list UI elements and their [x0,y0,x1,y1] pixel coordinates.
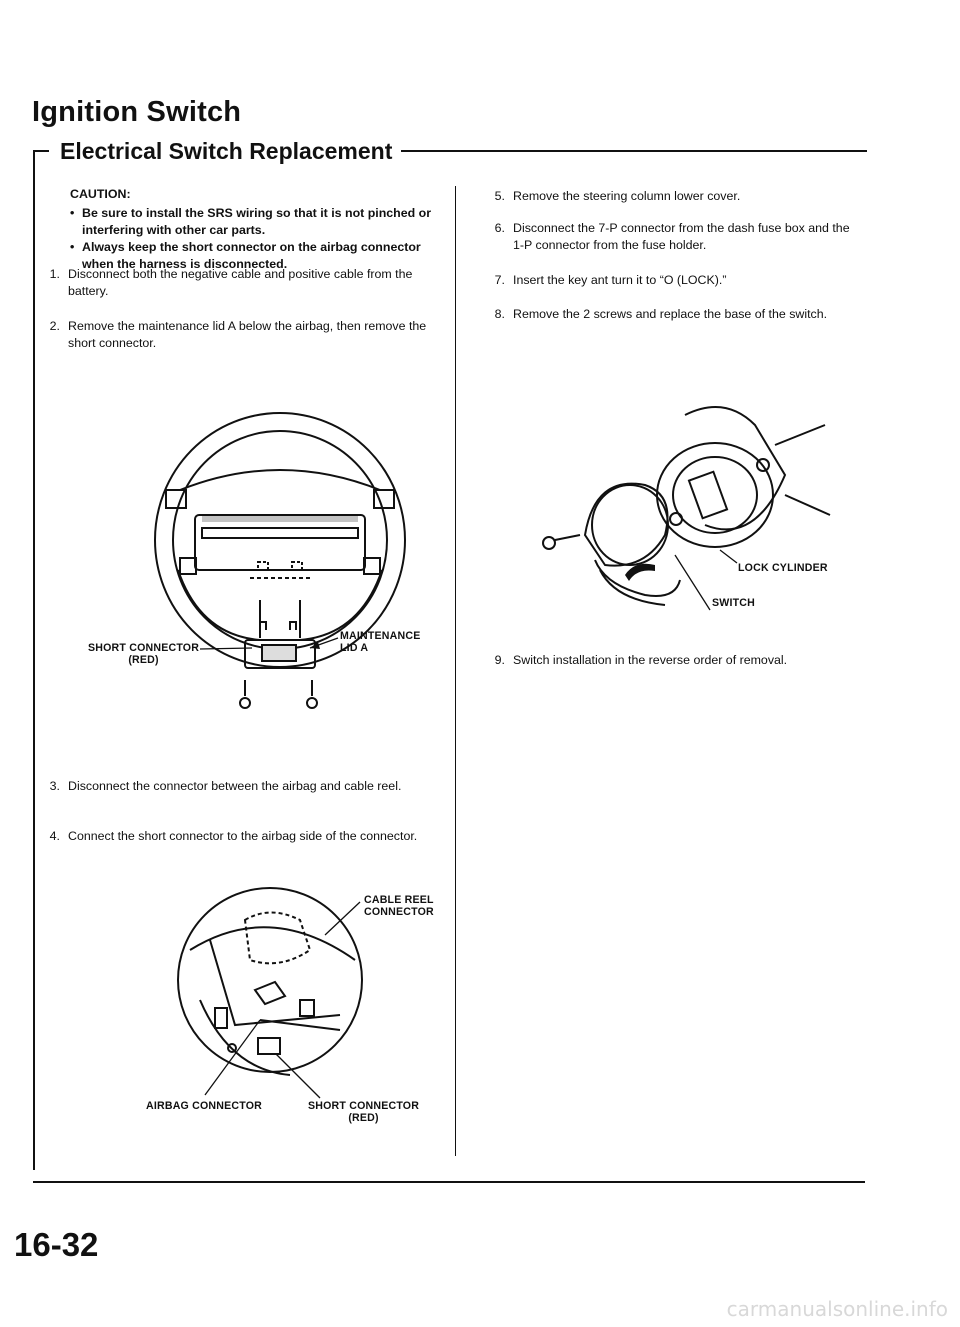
section-title: Electrical Switch Replacement [60,138,393,164]
step-number: 4. [49,829,60,843]
step-text: Remove the maintenance lid A below the airbag, then remove the short connector. [68,319,427,350]
switch-label: SWITCH [712,597,755,609]
step-number: 1. [49,267,60,281]
bottom-rule [33,1181,865,1183]
step-number: 2. [49,319,60,333]
step-text: Connect the short connector to the airbag side of the connector. [68,829,418,843]
cable-reel-connector-label: CABLE REEL CONNECTOR [364,894,434,918]
step-text: Remove the steering column lower cover. [513,189,741,203]
step-number: 5. [494,189,505,203]
page-title: Ignition Switch [32,96,242,128]
step-6 [494,220,863,254]
step-3 [49,778,448,795]
caution-block [70,186,450,273]
caution-title: CAUTION: [70,187,131,201]
step-9 [494,652,863,669]
step-4 [49,828,448,845]
caution-item: • Be sure to install the SRS wiring so that it is not pinched or interfering with other car parts. [70,205,450,239]
step-text: Switch installation in the reverse order of removal. [513,653,788,667]
step-number: 8. [494,307,505,321]
left-frame-line [33,150,35,1170]
caution-item: • Always keep the short connector on the airbag connector when the harness is disconnected. [70,239,450,273]
lock-cylinder-label: LOCK CYLINDER [738,562,828,574]
step-number: 6. [494,221,505,235]
ignition-switch-diagram [525,385,845,635]
watermark-text: carmanualsonline.info [726,1297,948,1321]
maintenance-lid-label: MAINTENANCE LID A [340,630,421,654]
section-bracket-top [33,150,49,152]
step-number: 9. [494,653,505,667]
step-number: 3. [49,779,60,793]
step-7 [494,272,863,289]
step-5 [494,188,863,205]
step-text: Insert the key ant turn it to “O (LOCK).” [513,273,727,287]
airbag-connector-label: AIRBAG CONNECTOR [146,1100,263,1112]
short-connector-label: SHORT CONNECTOR (RED) [88,642,200,666]
step-number: 7. [494,273,505,287]
step-2 [49,318,448,352]
section-rule [401,150,867,152]
step-1 [49,266,448,300]
step-text: Disconnect both the negative cable and positive cable from the battery. [68,267,413,298]
short-connector-label-2: SHORT CONNECTOR (RED) [308,1100,420,1124]
step-text: Disconnect the connector between the airbag and cable reel. [68,779,402,793]
step-text: Disconnect the 7-P connector from the dash fuse box and the 1-P connector from the fuse holder. [513,221,850,252]
page-number: 16-32 [14,1226,99,1263]
step-8 [494,306,863,323]
airbag-connector-diagram [170,880,370,1080]
step-text: Remove the 2 screws and replace the base of the switch. [513,307,828,321]
